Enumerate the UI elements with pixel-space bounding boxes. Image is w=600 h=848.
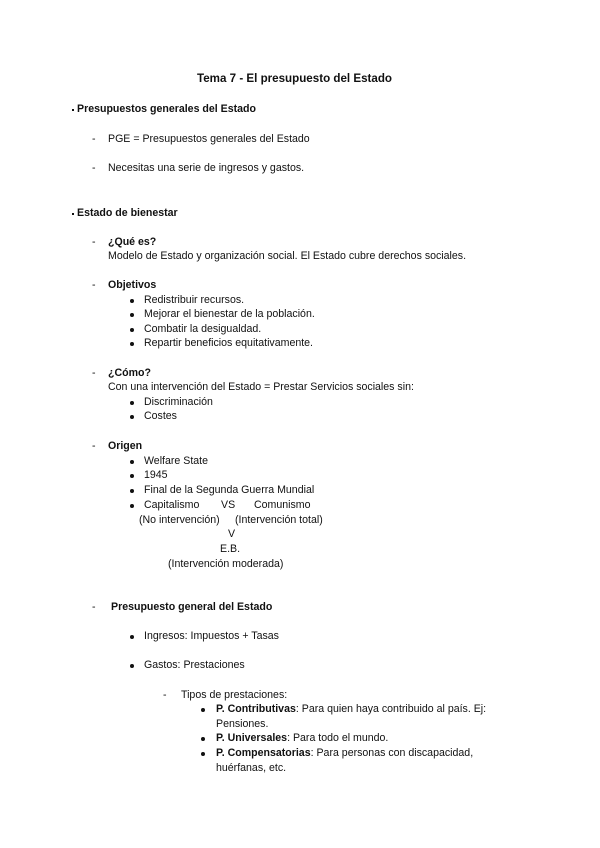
contributivas-item — [216, 703, 486, 716]
dash-marker: - — [92, 440, 96, 452]
bullet-icon — [130, 415, 134, 419]
dash-marker: - — [92, 601, 96, 613]
list-item: Necesitas una serie de ingresos y gastos. — [108, 162, 305, 174]
compensatorias-text: : Para personas con discapacidad, — [310, 747, 474, 759]
eb-label: E.B. — [220, 543, 241, 555]
bullet-icon — [130, 474, 134, 478]
dash-marker: - — [92, 236, 96, 248]
list-item: Costes — [144, 410, 177, 422]
dash-marker: - — [92, 162, 96, 174]
comunismo-label: Comunismo — [254, 499, 311, 511]
list-item: Redistribuir recursos. — [144, 294, 245, 306]
compensatorias-item — [216, 747, 473, 760]
gastos-item: Gastos: Prestaciones — [144, 659, 245, 671]
que-es-text: Modelo de Estado y organización social. El Estado cubre derechos sociales. — [108, 250, 467, 262]
bullet-icon — [130, 504, 134, 508]
list-item: Combatir la desigualdad. — [144, 323, 262, 335]
bullet-icon — [130, 401, 134, 405]
como-text: Con una intervención del Estado = Prestar Servicios sociales sin: — [108, 381, 414, 393]
bullet-icon — [130, 635, 134, 639]
subheading-que-es: ¿Qué es? — [108, 236, 157, 248]
intervencion-total-label: (Intervención total) — [235, 514, 323, 526]
section-heading-presupuestos: Presupuestos generales del Estado — [77, 103, 256, 115]
list-item: Discriminación — [144, 396, 213, 408]
list-item: Final de la Segunda Guerra Mundial — [144, 484, 315, 496]
list-item: 1945 — [144, 469, 168, 481]
section-marker-icon — [72, 213, 74, 215]
subheading-como: ¿Cómo? — [108, 367, 151, 379]
bullet-icon — [130, 342, 134, 346]
dash-marker: - — [92, 367, 96, 379]
page-title: Tema 7 - El presupuesto del Estado — [197, 72, 392, 85]
bullet-icon — [201, 737, 205, 741]
no-intervencion-label: (No intervención) — [139, 514, 220, 526]
section-marker-icon — [72, 109, 74, 111]
contributivas-text-cont: Pensiones. — [216, 718, 269, 730]
list-item: PGE = Presupuestos generales del Estado — [108, 133, 310, 145]
list-item: Repartir beneficios equitativamente. — [144, 337, 314, 349]
section-heading-bienestar: Estado de bienestar — [77, 207, 178, 219]
universales-item — [216, 732, 388, 745]
bullet-icon — [130, 664, 134, 668]
universales-label: P. Universales — [216, 732, 288, 744]
bullet-icon — [130, 328, 134, 332]
v-label: V — [228, 528, 236, 540]
section-heading-presupuesto-general: Presupuesto general del Estado — [111, 601, 273, 613]
bullet-icon — [130, 299, 134, 303]
compensatorias-text-cont: huérfanas, etc. — [216, 762, 287, 774]
subheading-origen: Origen — [108, 440, 143, 452]
subheading-objetivos: Objetivos — [108, 279, 157, 291]
list-item: Welfare State — [144, 455, 208, 467]
contributivas-label: P. Contributivas — [216, 703, 296, 715]
dash-marker: - — [92, 279, 96, 291]
bullet-icon — [201, 752, 205, 756]
bullet-icon — [130, 460, 134, 464]
dash-marker: - — [92, 133, 96, 145]
contributivas-text: : Para quien haya contribuido al país. Ej: — [295, 703, 487, 715]
bullet-icon — [201, 708, 205, 712]
universales-text: : Para todo el mundo. — [287, 732, 389, 744]
vs-label: VS — [221, 499, 236, 511]
dash-marker: - — [163, 689, 167, 701]
intervencion-moderada-label: (Intervención moderada) — [168, 558, 284, 570]
bullet-icon — [130, 313, 134, 317]
list-item: Mejorar el bienestar de la población. — [144, 308, 315, 320]
bullet-icon — [130, 489, 134, 493]
capitalismo-label: Capitalismo — [144, 499, 200, 511]
compensatorias-label: P. Compensatorias — [216, 747, 311, 759]
tipos-heading: Tipos de prestaciones: — [181, 689, 288, 701]
ingresos-item: Ingresos: Impuestos + Tasas — [144, 630, 279, 642]
